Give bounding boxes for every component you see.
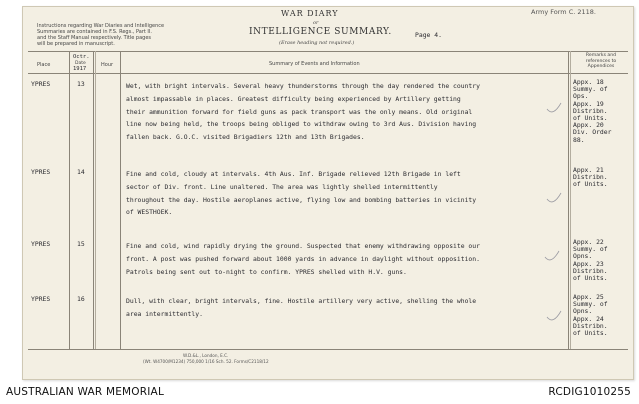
entry-remarks bbox=[573, 294, 608, 337]
column-divider bbox=[568, 51, 569, 349]
remark-line: of Units. bbox=[573, 180, 608, 189]
title-or: or bbox=[313, 20, 319, 26]
pencil-tick-marks bbox=[543, 87, 567, 337]
entry-date: 13 bbox=[77, 80, 85, 88]
table-top-rule bbox=[28, 51, 628, 52]
remark-line: Appx. 20 bbox=[573, 121, 604, 130]
entry-place: YPRES bbox=[31, 80, 51, 88]
entry-text bbox=[126, 295, 476, 321]
remark-line: Appx. 21 bbox=[573, 166, 604, 174]
page-title: INTELLIGENCE SUMMARY. bbox=[249, 27, 392, 37]
entry-line: sector of Div. front. Line unaltered. The area was lightly shelled intermittently bbox=[126, 182, 438, 191]
entry-remarks bbox=[573, 239, 608, 282]
remark-line: Appx. 22 bbox=[573, 238, 604, 246]
entry-line: fallen back. G.O.C. visited Brigadiers 12th and 13th Brigades. bbox=[126, 133, 365, 142]
remark-line: Appx. 18 bbox=[573, 78, 604, 86]
page-number: Page 4. bbox=[415, 31, 442, 39]
entry-date: 14 bbox=[77, 168, 85, 176]
column-divider bbox=[93, 51, 94, 349]
war-diary-title: WAR DIARY bbox=[281, 9, 339, 18]
column-divider bbox=[95, 51, 96, 349]
printer-line: W.D.&L., London, E.C. bbox=[183, 353, 229, 358]
remark-line: Summy. of bbox=[573, 245, 608, 254]
entry-line: line now being held, the troops being obliged to withdraw owing to 3rd Aus. Division having bbox=[126, 120, 477, 129]
entry-remarks bbox=[573, 167, 608, 189]
army-form-number: Army Form C. 2118. bbox=[531, 8, 596, 16]
tick-mark bbox=[547, 193, 561, 202]
remark-line: of Units. bbox=[573, 329, 608, 338]
entry-line: throughout the day. Hostile aeroplanes active, flying low and bombing batteries in vicinity bbox=[126, 195, 477, 204]
entry-place: YPRES bbox=[31, 168, 51, 176]
entry-date: 16 bbox=[77, 295, 85, 303]
tick-mark bbox=[547, 311, 561, 320]
remark-line: Summy. of bbox=[573, 85, 608, 94]
footer-record-id: RCDIG1010255 bbox=[548, 386, 631, 398]
instructions bbox=[37, 23, 207, 47]
column-header-summary: Summary of Events and Information bbox=[269, 61, 360, 67]
remark-line: Distribn. bbox=[573, 173, 608, 182]
remark-line: of Units. bbox=[573, 274, 608, 283]
entry-line: Patrols being sent out to-night to confirm. YPRES shelled with H.V. guns. bbox=[126, 267, 407, 276]
remark-line: Div. Order bbox=[573, 128, 612, 137]
entry-line: front. A post was pushed forward about 1000 yards in advance in daylight without opposition. bbox=[126, 254, 480, 263]
printer-line: (Wt. W4700/M1234) 750,000 1/16 Sch. 52. Forms/C2118/12 bbox=[143, 359, 269, 364]
entry-text bbox=[126, 80, 480, 144]
remark-line: Summy. of bbox=[573, 300, 608, 309]
tick-mark bbox=[545, 251, 559, 260]
column-header-place: Place bbox=[37, 62, 51, 68]
entry-line: Wet, with bright intervals. Several heavy thunderstorms through the day rendered the country bbox=[126, 82, 480, 90]
entry-place: YPRES bbox=[31, 240, 51, 248]
remark-line: of Units. bbox=[573, 114, 608, 123]
entry-line: Fine and cold, cloudy at intervals. 4th Aus. Inf. Brigade relieved 12th Brigade in left bbox=[126, 170, 461, 178]
instruction-line: Summaries are contained in F.S. Regs., Part II. bbox=[37, 29, 152, 35]
column-header-date: Date bbox=[75, 61, 86, 66]
remark-line: Appx. 25 bbox=[573, 293, 604, 301]
remark-line: Opns. bbox=[573, 307, 593, 316]
column-header-hour: Hour bbox=[101, 62, 114, 68]
column-header-month: Octr. bbox=[73, 54, 90, 60]
entry-line: Dull, with clear, bright intervals, fine. Hostile artillery very active, shelling the whole bbox=[126, 297, 477, 305]
title-note: (Erase heading not required.) bbox=[279, 40, 355, 46]
entry-remarks bbox=[573, 79, 611, 144]
entry-line: almost impassable in places. Greatest difficulty being experienced by Artillery getting bbox=[126, 94, 461, 103]
footer-archive-name: AUSTRALIAN WAR MEMORIAL bbox=[6, 386, 164, 398]
instruction-line: will be prepared in manuscript. bbox=[37, 41, 115, 47]
entry-text bbox=[126, 168, 476, 219]
instruction-line: and the Staff Manual respectively. Title pages bbox=[37, 35, 152, 41]
header-bottom-rule bbox=[28, 73, 628, 74]
column-header-remarks: Remarks and references to Appendices bbox=[585, 53, 617, 70]
diary-sheet bbox=[22, 6, 634, 380]
remark-line: Ops. bbox=[573, 92, 589, 101]
remark-line: Appx. 19 bbox=[573, 99, 604, 108]
entry-line: area intermittently. bbox=[126, 309, 203, 318]
column-divider bbox=[69, 51, 70, 349]
remark-line: Appx. 23 bbox=[573, 259, 604, 268]
remark-line: 88. bbox=[573, 135, 585, 144]
entry-line: of WESTHOEK. bbox=[126, 208, 173, 217]
column-header-year: 1917 bbox=[73, 66, 87, 72]
entry-place: YPRES bbox=[31, 295, 51, 303]
entry-line: Fine and cold, wind rapidly drying the ground. Suspected that enemy withdrawing opposite our bbox=[126, 242, 480, 250]
entry-date: 15 bbox=[77, 240, 85, 248]
column-divider bbox=[120, 51, 121, 349]
remark-line: Distribn. bbox=[573, 266, 608, 275]
instruction-line: Instructions regarding War Diaries and Intelligence bbox=[37, 23, 165, 29]
entry-line: their ammunition forward for field guns as pack transport was the only means. Old original bbox=[126, 107, 473, 116]
remark-line: Distribn. bbox=[573, 106, 608, 115]
tick-mark bbox=[547, 103, 561, 112]
entry-text bbox=[126, 240, 480, 278]
column-divider bbox=[570, 51, 571, 349]
table-bottom-rule bbox=[28, 349, 628, 350]
printer-imprint bbox=[143, 353, 269, 365]
remark-line: Distribn. bbox=[573, 321, 608, 330]
remark-line: Appx. 24 bbox=[573, 314, 604, 323]
remark-line: Opns. bbox=[573, 252, 593, 261]
